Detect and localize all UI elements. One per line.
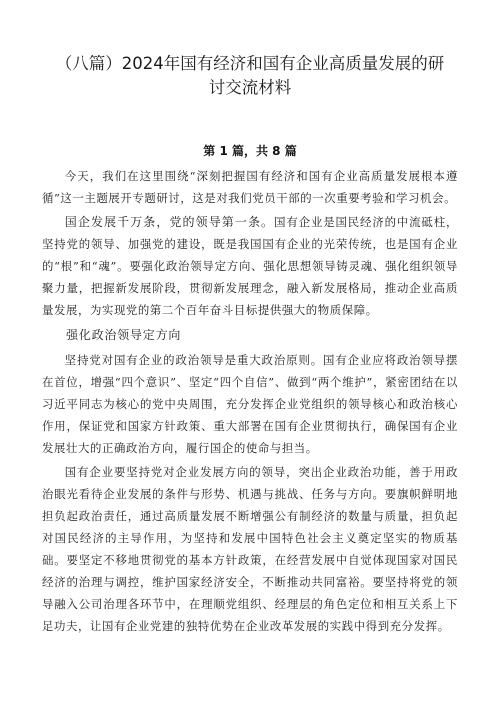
section1-lead: 国企发展千万条，党的领导第一条。 — [64, 215, 275, 229]
intro-paragraph: 今天，我们在这里围绕“深刻把握国有经济和国有企业高质量发展根本遵循”这一主题展开专题研讨，这是对我们党员干部的一次重要考验和学习机会。 — [42, 169, 458, 205]
section1-paragraph — [42, 211, 458, 321]
section1-body: 国有企业是国民经济的中流砥柱，坚持党的领导、加强党的建设，既是我国国有企业的光荣传统，也是国有企业的“根”和“魂”。要强化政治领导定方向、强化思想领导铸灵魂、强化组织领导聚力量，把握新发展阶段，贯彻新发展理念，融入新发展格局，推动企业高质量发展，为实现党的第二个百年奋斗目标提供强大的物质保障。 — [42, 215, 458, 317]
document-title — [42, 52, 458, 100]
political-paragraph-1: 坚持党对国有企业的政治领导是重大政治原则。国有企业应将政治领导摆在首位，增强“四个意识”、坚定“四个自信”、做到“两个维护”，紧密团结在以习近平同志为核心的党中央周围，充分发挥企业党组织的领导核心和政治核心作用，保证党和国家方针政策、重大部署在国有企业贯彻执行，确保国有企业发展壮大的正确政治方向，履行国企的使命与担当。 — [42, 353, 458, 455]
title-line-1: （八篇）2024年国有经济和国有企业高质量发展的研 — [55, 54, 445, 73]
political-paragraph-2: 国有企业要坚持党对企业发展方向的领导，突出企业政治功能，善于用政治眼光看待企业发展的条件与形势、机遇与挑战、任务与方向。要旗帜鲜明地担负起政治责任，通过高质量发展不断增强公有制经济的数量与质量，担负起对国民经济的主导作用，为坚持和发展中国特色社会主义奠定坚实的物质基础。要坚定不移地贯彻党的基本方针政策，在经营发展中自觉体现国家对国民经济的治理与调控，维护国家经济安全，不断推动共同富裕。要坚持将党的领导融入公司治理各环节中，在理顺党组织、经理层的角色定位和相互关系上下足功夫，让国有企业党建的独特优势在企业改革发展的实践中得到充分发挥。 — [42, 465, 458, 633]
part-indicator: 第 1 篇，共 8 篇 — [203, 144, 297, 158]
section-heading-political: 强化政治领导定方向 — [66, 328, 182, 342]
title-line-2: 讨交流材料 — [208, 78, 292, 97]
